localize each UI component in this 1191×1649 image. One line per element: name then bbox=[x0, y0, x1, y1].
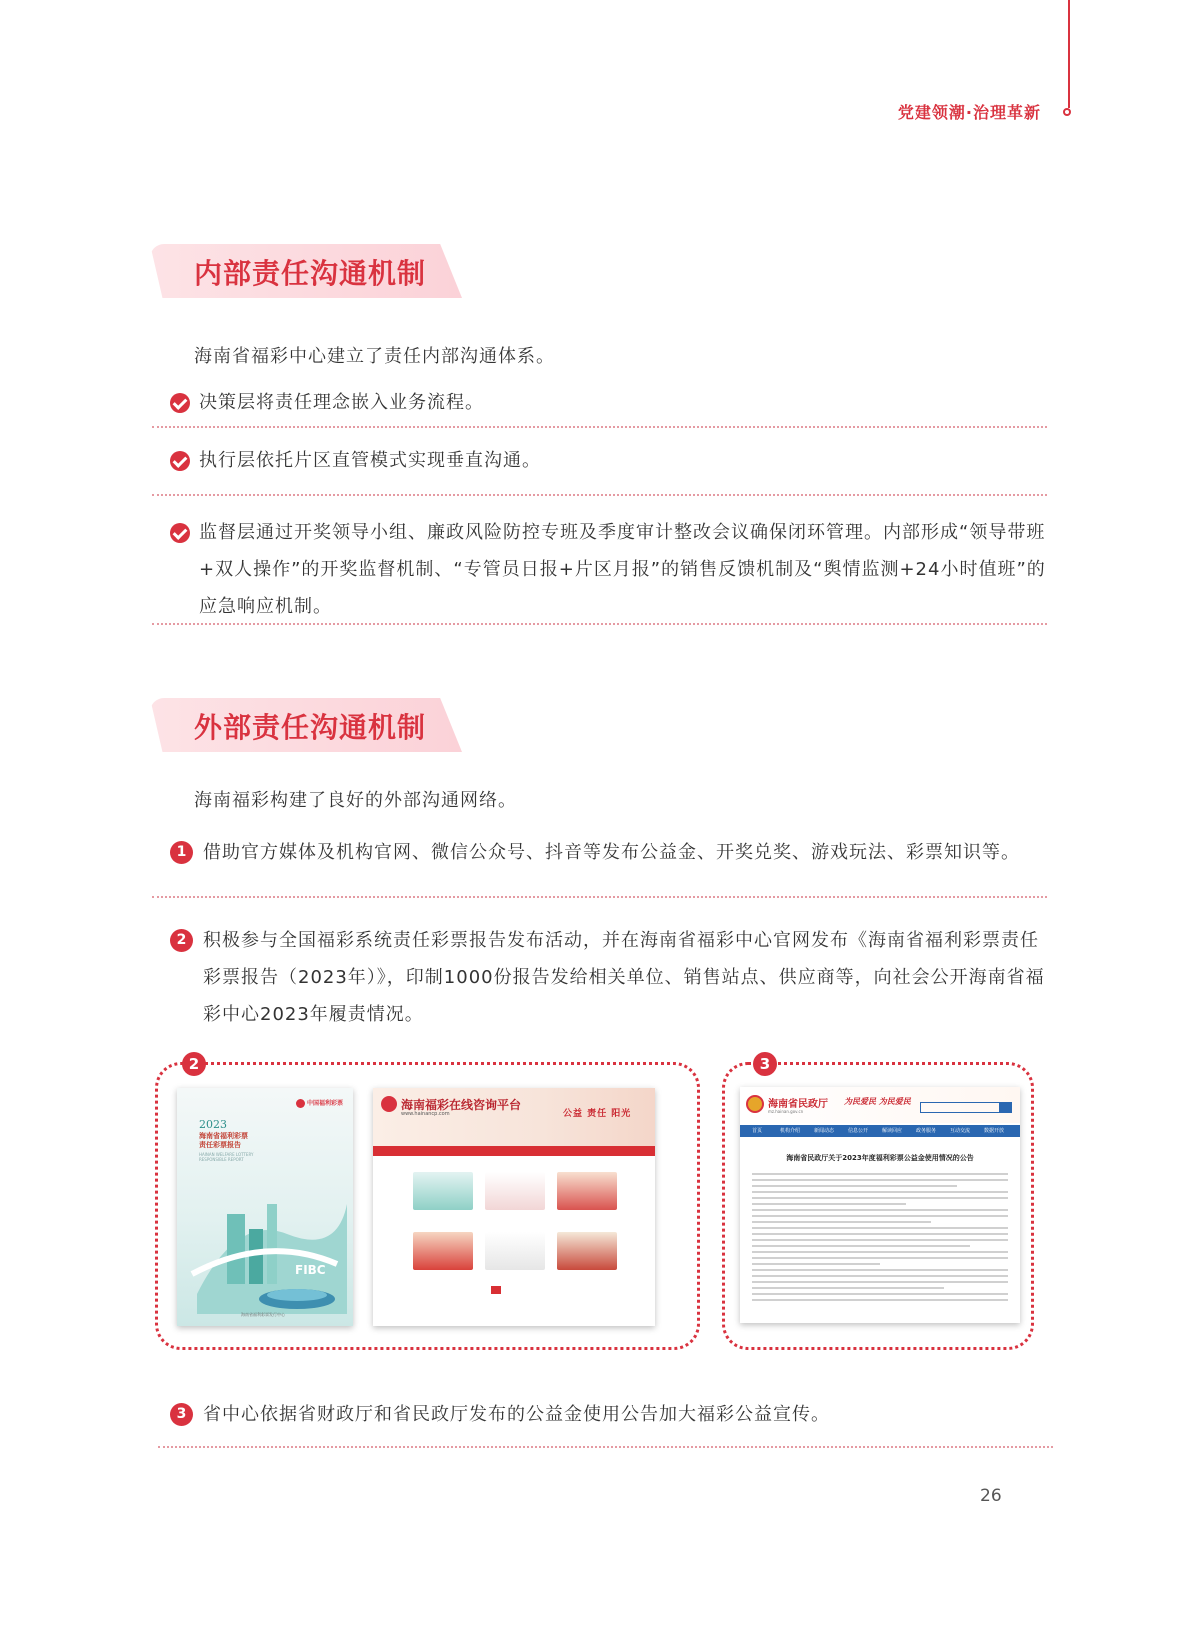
article-thumbnail bbox=[557, 1232, 617, 1270]
dotted-divider bbox=[152, 494, 1047, 496]
article-thumbnail bbox=[485, 1172, 545, 1210]
item-text: 执行层依托片区直管模式实现垂直沟通。 bbox=[199, 450, 541, 471]
report-cover-image bbox=[177, 1088, 353, 1326]
section-title: 外部责任沟通机制 bbox=[194, 711, 427, 744]
item-text: 监督层通过开奖领导小组、廉政风险防控专班及季度审计整改会议确保闭环管理。内部形成“领导带班+双人操作”的开奖监督机制、“专管员日报+片区月报”的销售反馈机制及“舆情监测+24小时值班”的应急响应机制。 bbox=[199, 522, 1046, 617]
pager-current bbox=[491, 1286, 501, 1294]
number-badge: 2 bbox=[170, 929, 193, 952]
check-icon bbox=[170, 451, 190, 471]
nav-item: 首页 bbox=[752, 1128, 763, 1134]
site-brand: 海南福彩在线咨询平台 bbox=[401, 1098, 522, 1112]
site-url: www.hainancp.com bbox=[401, 1111, 450, 1117]
external-intro: 海南福彩构建了良好的外部沟通网络。 bbox=[194, 790, 517, 811]
lottery-logo-icon bbox=[381, 1096, 397, 1112]
notice-title: 海南省民政厅关于2023年度福利彩票公益金使用情况的公告 bbox=[786, 1154, 974, 1162]
svg-text:FIBC: FIBC bbox=[295, 1263, 326, 1277]
nav-item: 新闻动态 bbox=[814, 1128, 835, 1134]
cover-title: 海南省福利彩票 责任彩票报告 bbox=[199, 1132, 248, 1149]
article-thumbnail bbox=[557, 1172, 617, 1210]
nav-item: 信息公开 bbox=[848, 1128, 869, 1134]
article-thumbnail bbox=[413, 1172, 473, 1210]
item-text: 决策层将责任理念嵌入业务流程。 bbox=[199, 392, 484, 413]
site-nav-bar bbox=[740, 1125, 1020, 1137]
section-title: 内部责任沟通机制 bbox=[194, 257, 427, 290]
website-screenshot-consult bbox=[373, 1088, 655, 1326]
item-text: 省中心依据省财政厅和省民政厅发布的公益金使用公告加大福彩公益宣传。 bbox=[203, 1404, 830, 1425]
header-rule-dot bbox=[1063, 108, 1071, 116]
section-heading-internal bbox=[150, 244, 470, 298]
item-text: 借助官方媒体及机构官网、微信公众号、抖音等发布公益金、开奖兑奖、游戏玩法、彩票知识等。 bbox=[203, 842, 1020, 863]
cover-footer: 海南省福利彩票发行中心 bbox=[241, 1312, 285, 1317]
national-emblem-icon bbox=[746, 1095, 764, 1113]
section-heading-external bbox=[150, 698, 470, 752]
dotted-divider bbox=[152, 896, 1047, 898]
nav-item: 数据开放 bbox=[984, 1128, 1005, 1134]
nav-item: 解读回应 bbox=[882, 1128, 903, 1134]
cover-logo-text: 中国福利彩票 bbox=[306, 1100, 343, 1107]
figure-badge: 2 bbox=[182, 1052, 206, 1076]
cover-illustration bbox=[187, 1174, 347, 1314]
external-item bbox=[170, 834, 1050, 871]
figure-badge: 3 bbox=[753, 1052, 777, 1076]
site-slogan: 公益 责任 阳光 bbox=[563, 1109, 632, 1119]
dotted-divider bbox=[152, 623, 1047, 625]
header-vertical-rule bbox=[1068, 0, 1070, 108]
internal-item bbox=[170, 442, 1050, 479]
lottery-logo-icon bbox=[296, 1099, 305, 1108]
website-screenshot-civil-affairs bbox=[740, 1087, 1020, 1323]
internal-item bbox=[170, 514, 1050, 625]
search-icon bbox=[1000, 1102, 1012, 1113]
page-number: 26 bbox=[980, 1486, 1002, 1506]
internal-intro: 海南省福彩中心建立了责任内部沟通体系。 bbox=[194, 346, 555, 367]
internal-item bbox=[170, 384, 1050, 421]
site-brand: 海南省民政厅 bbox=[768, 1099, 828, 1110]
running-head: 党建领潮·治理革新 bbox=[897, 103, 1041, 122]
dotted-divider bbox=[158, 1446, 1053, 1448]
article-thumbnail bbox=[413, 1232, 473, 1270]
number-badge: 1 bbox=[170, 841, 193, 864]
dotted-divider bbox=[152, 426, 1047, 428]
external-item bbox=[170, 1396, 1050, 1433]
nav-item: 机构介绍 bbox=[780, 1128, 801, 1134]
check-icon bbox=[170, 523, 190, 543]
site-nav-bar bbox=[373, 1146, 655, 1156]
number-badge: 3 bbox=[170, 1403, 193, 1426]
item-text: 积极参与全国福彩系统责任彩票报告发布活动，并在海南省福彩中心官网发布《海南省福利彩票责任彩票报告（2023年）》，印制1000份报告发给相关单位、销售站点、供应商等，向社会公开海南省福彩中心2023年履责情况。 bbox=[203, 930, 1045, 1025]
site-slogan: 为民爱民 为民爱民 bbox=[844, 1097, 911, 1106]
cover-subtitle: HAINAN WELFARE LOTTERY RESPONSIBLE REPORT bbox=[199, 1152, 254, 1162]
external-item bbox=[170, 922, 1050, 1033]
site-domain: mz.hainan.gov.cn bbox=[768, 1109, 804, 1114]
cover-logo bbox=[296, 1098, 343, 1108]
cover-year: 2023 bbox=[199, 1118, 227, 1131]
site-search-box bbox=[920, 1102, 1000, 1113]
notice-body-text bbox=[752, 1173, 1008, 1305]
nav-item: 政务服务 bbox=[916, 1128, 937, 1134]
nav-item: 互动交流 bbox=[950, 1128, 971, 1134]
check-icon bbox=[170, 393, 190, 413]
article-thumbnail bbox=[485, 1232, 545, 1270]
